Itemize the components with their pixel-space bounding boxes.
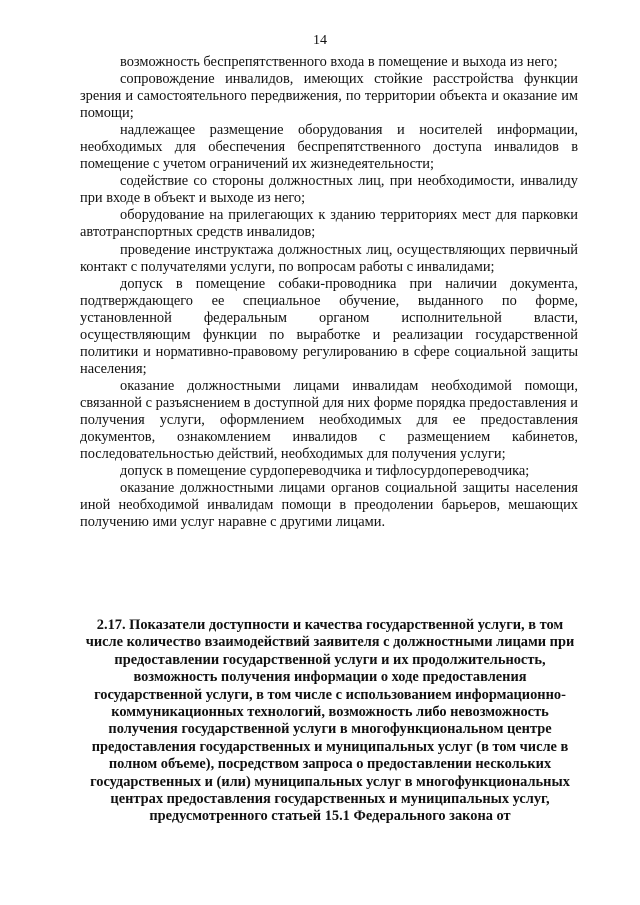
paragraph-guide-dog: допуск в помещение собаки-проводника при наличии документа, подтверждающего ее специальное обучение, выданного по форме, установленной федеральным органом исполнительной власти, осуществляющим функции по выработке и реализации государственной политики и нормативно-правовому регулированию в сфере социальной защиты населения;: [80, 275, 578, 377]
paragraph-staff-briefing: проведение инструктажа должностных лиц, осуществляющих первичный контакт с получателями услуги, по вопросам работы с инвалидами;: [80, 241, 578, 275]
paragraph-parking: оборудование на прилегающих к зданию территориях мест для парковки автотранспортных средств инвалидов;: [80, 207, 578, 241]
body-text: [80, 54, 578, 531]
page-number: 14: [313, 33, 327, 48]
section-heading: [84, 617, 576, 826]
section-heading-text: 2.17. Показатели доступности и качества государственной услуги, в том числе количество взаимодействий заявителя с должностными лицами при предоставлении государственной услуги и их продолжительность, возможность получения информации о ходе предоставления государственной услуги, в том числе с использованием информационно-коммуникационных технологий, возможность либо невозможность получения государственной услуги в многофункциональном центре предоставления государственных и муниципальных услуг (в том числе в полном объеме), посредством запроса о предоставлении нескольких государственных и (или) муниципальных услуг в многофункциональных центрах предоставления государственных и муниципальных услуг, предусмотренного статьей 15.1 Федерального закона от: [85, 617, 575, 825]
paragraph-equipment-placement: надлежащее размещение оборудования и носителей информации, необходимых для обеспечения беспрепятственного доступа инвалидов в помещение с учетом ограничений их жизнедеятельности;: [80, 122, 578, 173]
paragraph-officials-assistance: содействие со стороны должностных лиц, при необходимости, инвалиду при входе в объект и выходе из него;: [80, 173, 578, 207]
paragraph-explanation-help: оказание должностными лицами инвалидам необходимой помощи, связанной с разъяснением в доступной для них форме порядка предоставления и получения услуги, оформлением необходимых для ее предоставления документов, ознакомлением инвалидов с размещением кабинетов, последовательностью действий, необходимых для получения услуги;: [80, 377, 578, 463]
paragraph-entrance-access: возможность беспрепятственного входа в помещение и выхода из него;: [120, 54, 558, 70]
paragraph-sign-interpreter: допуск в помещение сурдопереводчика и тифлосурдопереводчика;: [120, 463, 530, 480]
paragraph-other-assistance: оказание должностными лицами органов социальной защиты населения иной необходимой инвалидам помощи в преодолении барьеров, мешающих получению ими услуг наравне с другими лицами.: [80, 480, 578, 531]
paragraph-escort-disabled: сопровождение инвалидов, имеющих стойкие расстройства функции зрения и самостоятельного передвижения, по территории объекта и оказание им помощи;: [80, 71, 578, 122]
